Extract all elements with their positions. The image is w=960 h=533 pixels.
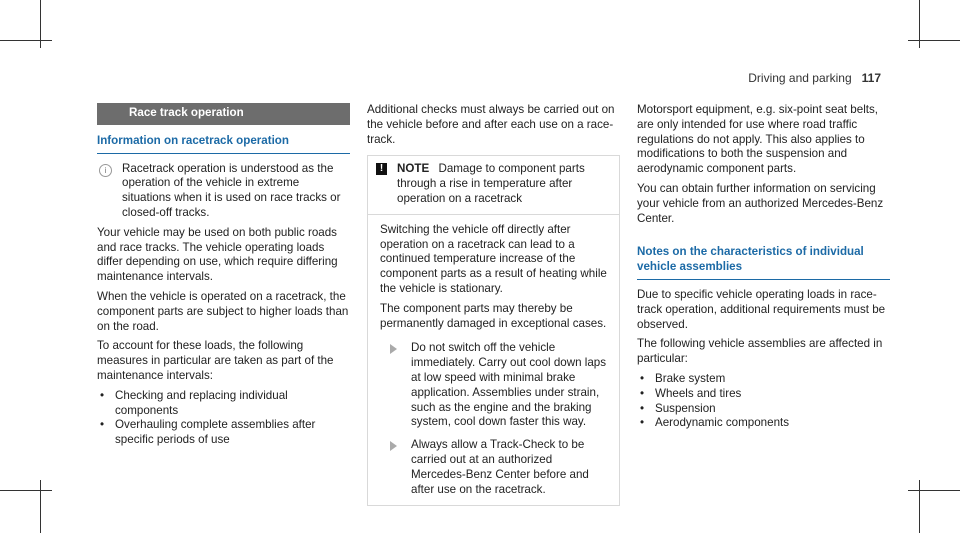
note-heading: Damage to component parts through a rise in temperature after operation on a racetrack (397, 162, 585, 205)
action-item (380, 438, 607, 497)
crop-mark (40, 480, 41, 533)
crop-mark (0, 40, 52, 41)
assemblies-list (637, 372, 890, 431)
section-title: Driving and parking (748, 71, 852, 85)
warning-icon: ! (376, 163, 387, 175)
paragraph: You can obtain further information on servicing your vehicle from an authorized Mercedes-Benz Center. (637, 181, 884, 225)
action-text: Always allow a Track-Check to be carried out at an authorized Mercedes-Benz Center before and after use on the racetrack. (411, 438, 589, 496)
column-left (97, 103, 350, 453)
crop-mark (908, 40, 960, 41)
column-middle (367, 103, 620, 506)
paragraph: The following vehicle assemblies are affected in particular: (637, 337, 883, 366)
action-item (380, 341, 607, 430)
paragraph: To account for these loads, the following measures in particular are taken as part of the maintenance intervals: (97, 339, 334, 382)
paragraph: Motorsport equipment, e.g. six-point seat belts, are only intended for use where road traffic regulations do not apply. This also applies to modifications to both the suspension and aerodynamic component parts. (637, 103, 879, 176)
paragraph: Additional checks must always be carried out on the vehicle before and after each use on a race-track. (367, 103, 615, 146)
note-box (367, 155, 620, 506)
page-number: 117 (861, 71, 881, 85)
crop-mark (0, 490, 52, 491)
list-item: • Aerodynamic components (655, 416, 890, 431)
arrow-bullet-icon (390, 441, 397, 451)
info-icon: i (99, 164, 112, 177)
section-heading: Race track operation (97, 103, 350, 125)
list-item: • Brake system (655, 372, 890, 387)
arrow-bullet-icon (390, 344, 397, 354)
note-label: NOTE (397, 162, 430, 176)
list-item: • Checking and replacing individual components (115, 389, 350, 419)
column-right (637, 103, 890, 436)
paragraph: Due to specific vehicle operating loads in race-track operation, additional requirements must be observed. (637, 287, 886, 331)
paragraph: When the vehicle is operated on a racetrack, the component parts are subject to higher loads than on the road. (97, 289, 349, 333)
note-box-body (368, 215, 619, 498)
paragraph: Your vehicle may be used on both public roads and race tracks. The vehicle operating loads differ depending on use, which require differing maintenance intervals. (97, 225, 338, 284)
note (97, 162, 350, 221)
crop-mark (919, 480, 920, 533)
maintenance-list (97, 389, 350, 448)
list-item: • Wheels and tires (655, 387, 890, 402)
subheading: Information on racetrack operation (97, 134, 350, 154)
paragraph: Switching the vehicle off directly after operation on a racetrack can lead to a continued temperature increase of the component parts as a result of heating while the vehicle is stationary. (380, 222, 607, 295)
note-text: Racetrack operation is understood as the operation of the vehicle in extreme situations when it is used on race tracks or closed-off tracks. (122, 161, 341, 219)
subheading: Notes on the characteristics of individual vehicle assemblies (637, 245, 890, 280)
action-text: Do not switch off the vehicle immediately. Carry out cool down laps at low speed with minimal brake application. Assemblies under strain, such as the engine and the braking system, cool down faster this way. (411, 341, 607, 429)
page-header (748, 71, 881, 85)
paragraph: The component parts may thereby be permanently damaged in exceptional cases. (380, 301, 607, 330)
crop-mark (908, 490, 960, 491)
list-item: • Overhauling complete assemblies after specific periods of use (115, 418, 350, 448)
list-item: • Suspension (655, 402, 890, 417)
note-box-header (368, 156, 619, 214)
